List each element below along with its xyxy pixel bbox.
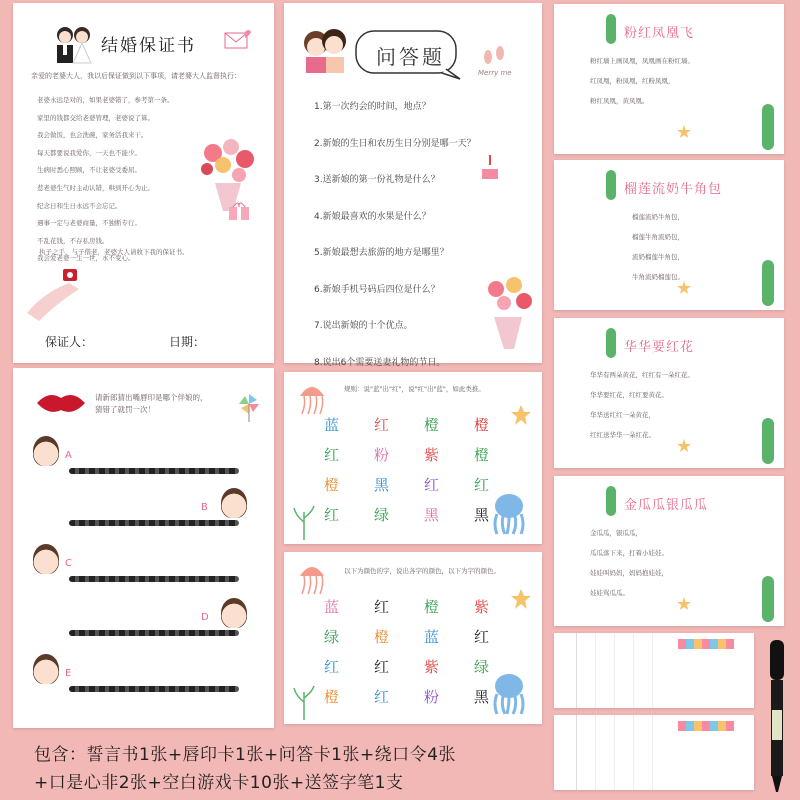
color-word: 紫 xyxy=(474,598,490,616)
cactus-icon xyxy=(762,104,774,150)
cactus-icon xyxy=(606,486,616,516)
vow-item: 我会爱老婆一生一世，永不变心。 xyxy=(37,254,135,263)
color-word: 粉 xyxy=(424,688,440,706)
date-label: 日期： xyxy=(169,335,206,349)
octopus-icon xyxy=(488,672,530,716)
color-word: 红 xyxy=(324,658,340,676)
twister-title: 粉红凤凰飞 xyxy=(624,26,695,41)
twister-line: 瓜瓜落下来，打着小娃娃。 xyxy=(590,549,668,557)
star-icon: ★ xyxy=(676,278,693,299)
octopus-icon xyxy=(488,492,530,536)
twister-line: 华华要红花，红红要黄花。 xyxy=(590,391,668,399)
twister-line: 娃娃骂瓜瓜。 xyxy=(590,589,629,597)
twister-line: 金瓜瓜，银瓜瓜， xyxy=(590,529,642,537)
quiz-question: 1.第一次约会的时间，地点？ xyxy=(314,102,431,112)
quiz-question: 4.新娘最喜欢的水果是什么？ xyxy=(314,211,431,222)
quiz-title: 问答题 xyxy=(376,45,445,69)
envelope-icon xyxy=(223,29,253,51)
bunting-flags xyxy=(678,639,734,649)
starfish-icon xyxy=(510,404,532,426)
quiz-question: 6.新娘手机号码后四位是什么？ xyxy=(314,284,440,295)
ring-hand-illustration xyxy=(23,263,87,323)
vow-item: 老婆永远是对的，如果老婆错了，参考第一条。 xyxy=(37,96,174,104)
twister-line: 红红送华华一朵红花。 xyxy=(590,431,655,439)
couple-illustration xyxy=(51,23,95,65)
answer-line[interactable] xyxy=(69,520,239,526)
color-word: 黑 xyxy=(424,506,440,524)
bridesmaid-avatar xyxy=(33,544,59,574)
answer-line[interactable] xyxy=(69,576,239,582)
vow-closing: 执子之手，与子偕老，老婆大人请收下我的保证书。 xyxy=(39,248,189,256)
star-icon: ★ xyxy=(676,436,693,457)
color-word: 红 xyxy=(424,476,440,494)
marker-pen xyxy=(764,640,790,794)
twister-line: 榴莲牛角流奶包， xyxy=(632,233,684,241)
pinwheel-icon xyxy=(237,392,261,422)
color-word: 橙 xyxy=(424,598,440,616)
color-word: 绿 xyxy=(324,628,340,646)
footprints-icon xyxy=(480,43,508,67)
gift-icon xyxy=(227,199,251,221)
color-word: 橙 xyxy=(324,688,340,706)
cactus-icon xyxy=(762,260,774,306)
twister-line: 华华有两朵黄花，红红有一朵红花。 xyxy=(590,371,694,379)
card-edges xyxy=(576,715,662,790)
vow-intro: 亲爱的老婆大人，我以后保证做到以下事项，请老婆大人监督执行： xyxy=(31,72,241,80)
answer-line[interactable] xyxy=(69,630,239,636)
starfish-icon xyxy=(510,588,532,610)
answer-line[interactable] xyxy=(69,686,239,692)
color-word: 红 xyxy=(474,628,490,646)
answer-label: C xyxy=(65,558,72,569)
twister-line: 华华送红红一朵黄花， xyxy=(590,411,655,419)
twister-line: 榴莲流奶牛角包， xyxy=(632,213,684,221)
vow-card xyxy=(13,3,274,363)
quiz-question: 2.新娘的生日和农历生日分别是哪一天？ xyxy=(314,138,476,149)
color-word: 紫 xyxy=(424,658,440,676)
plant-icon xyxy=(292,502,316,540)
grid2-instruction: 以下为颜色的字，说出各字的颜色，以下为字的颜色。 xyxy=(344,567,500,575)
answer-label: E xyxy=(65,668,72,679)
bridesmaid-avatar xyxy=(221,598,247,628)
vow-item: 不乱花钱，不存私房钱。 xyxy=(37,236,109,245)
cactus-icon xyxy=(606,14,616,44)
color-word: 红 xyxy=(374,598,390,616)
caption-line-1: 包含：誓言书1张+唇印卡1张+问答卡1张+绕口令4张 xyxy=(34,745,456,765)
jellyfish-icon xyxy=(298,382,326,416)
card-edges xyxy=(576,633,662,708)
cactus-icon xyxy=(762,576,774,622)
answer-label: A xyxy=(65,450,72,461)
jellyfish-icon xyxy=(298,562,326,596)
caption-line-2: +口是心非2张+空白游戏卡10张+送签字笔1支 xyxy=(34,773,404,793)
color-word: 橙 xyxy=(324,476,340,494)
vow-item: 遇事一定与老婆商量，不独断专行。 xyxy=(37,219,141,228)
color-word: 橙 xyxy=(374,628,390,646)
cactus-icon xyxy=(606,170,616,200)
twister-line: 粉红墙上画凤凰，凤凰画在粉红墙。 xyxy=(590,57,694,65)
answer-label: D xyxy=(201,612,209,623)
quiz-question: 8.说出6个需要送妻礼物的节日。 xyxy=(314,357,446,368)
twister-line: 牛角流奶榴莲包。 xyxy=(632,273,684,281)
tongue-twister-card xyxy=(554,4,784,154)
color-word: 蓝 xyxy=(324,416,340,434)
vow-item: 每天都要说我爱你，一天也不能少。 xyxy=(37,148,141,157)
quiz-question: 5.新娘最想去旅游的地方是哪里？ xyxy=(314,248,449,258)
color-word: 绿 xyxy=(474,658,490,676)
twister-title: 金瓜瓜银瓜瓜 xyxy=(624,498,709,513)
twister-line: 娃娃叫妈妈，妈妈抱娃娃， xyxy=(590,569,668,577)
color-word: 黑 xyxy=(474,506,490,524)
couple-avatar-illustration xyxy=(298,23,350,75)
star-icon: ★ xyxy=(676,122,693,143)
color-word: 紫 xyxy=(424,446,440,464)
color-word: 蓝 xyxy=(424,628,440,646)
color-word: 红 xyxy=(374,688,390,706)
color-word: 粉 xyxy=(374,446,390,464)
bunting-flags xyxy=(678,721,734,731)
vow-item-list xyxy=(29,95,204,271)
cactus-icon xyxy=(606,328,616,358)
vow-item: 我会做饭，也会洗碗，家务活我来干。 xyxy=(37,131,148,140)
cactus-icon xyxy=(762,418,774,464)
color-word: 红 xyxy=(324,446,340,464)
quiz-question: 3.送新娘的第一份礼物是什么？ xyxy=(314,175,440,185)
bridesmaid-avatar xyxy=(221,488,247,518)
color-word: 黑 xyxy=(374,476,390,494)
tongue-twister-card xyxy=(554,160,784,310)
twister-title: 华华要红花 xyxy=(624,340,695,355)
bridesmaid-avatar xyxy=(33,436,59,466)
cake-icon xyxy=(480,151,500,181)
star-icon: ★ xyxy=(676,594,693,615)
vow-item: 家里的钱都交给老婆管理，老婆说了算。 xyxy=(37,113,154,122)
vow-item: 惹老婆生气时主动认错，哄到开心为止。 xyxy=(37,183,154,192)
color-word: 红 xyxy=(474,476,490,494)
color-word: 橙 xyxy=(474,416,490,434)
color-word: 红 xyxy=(374,416,390,434)
color-word: 红 xyxy=(374,658,390,676)
quiz-badge: Merry me xyxy=(478,69,512,77)
color-word: 橙 xyxy=(474,446,490,464)
vow-item: 生病时悉心照顾，不让老婆受委屈。 xyxy=(37,166,141,175)
vow-item: 纪念日和生日永远不会忘记。 xyxy=(37,201,122,210)
grid1-instruction: 规则：说"蓝"出"红"，说"红"出"蓝"，如此类推。 xyxy=(344,385,485,393)
color-word: 橙 xyxy=(424,416,440,434)
color-word: 绿 xyxy=(374,506,390,524)
lips-icon xyxy=(35,390,87,416)
quiz-card xyxy=(284,3,542,368)
guarantor-label: 保证人： xyxy=(45,335,94,349)
plant-icon xyxy=(292,682,316,720)
color-grid-card-2 xyxy=(284,552,542,724)
lip-instruction-line2: 猜错了就罚一次！ xyxy=(95,405,155,414)
color-word: 蓝 xyxy=(324,598,340,616)
bridesmaid-avatar xyxy=(33,654,59,684)
tongue-twister-card xyxy=(554,476,784,626)
answer-label: B xyxy=(201,502,208,513)
lip-print-card xyxy=(13,368,274,728)
quiz-question: 7.说出新娘的十个优点。 xyxy=(314,321,413,331)
twister-line: 粉红凤凰，黄凤凰。 xyxy=(590,97,649,105)
blank-game-card-stack-1 xyxy=(554,633,754,708)
twister-line: 流奶榴莲牛角包， xyxy=(632,253,684,261)
flower-bouquet-illustration xyxy=(480,273,536,353)
blank-game-card-stack-2 xyxy=(554,715,754,790)
vow-title: 结婚保证书 xyxy=(101,36,196,56)
color-word: 黑 xyxy=(474,688,490,706)
answer-line[interactable] xyxy=(69,468,239,474)
tongue-twister-card xyxy=(554,318,784,468)
color-grid-card-1 xyxy=(284,372,542,544)
twister-title: 榴莲流奶牛角包 xyxy=(624,182,723,197)
lip-instruction-line1: 请新郎猜出嘴唇印是哪个伴娘的， xyxy=(95,393,208,402)
twister-line: 红凤凰，粉凤凰，红粉凤凰， xyxy=(590,77,675,85)
color-word: 红 xyxy=(324,506,340,524)
